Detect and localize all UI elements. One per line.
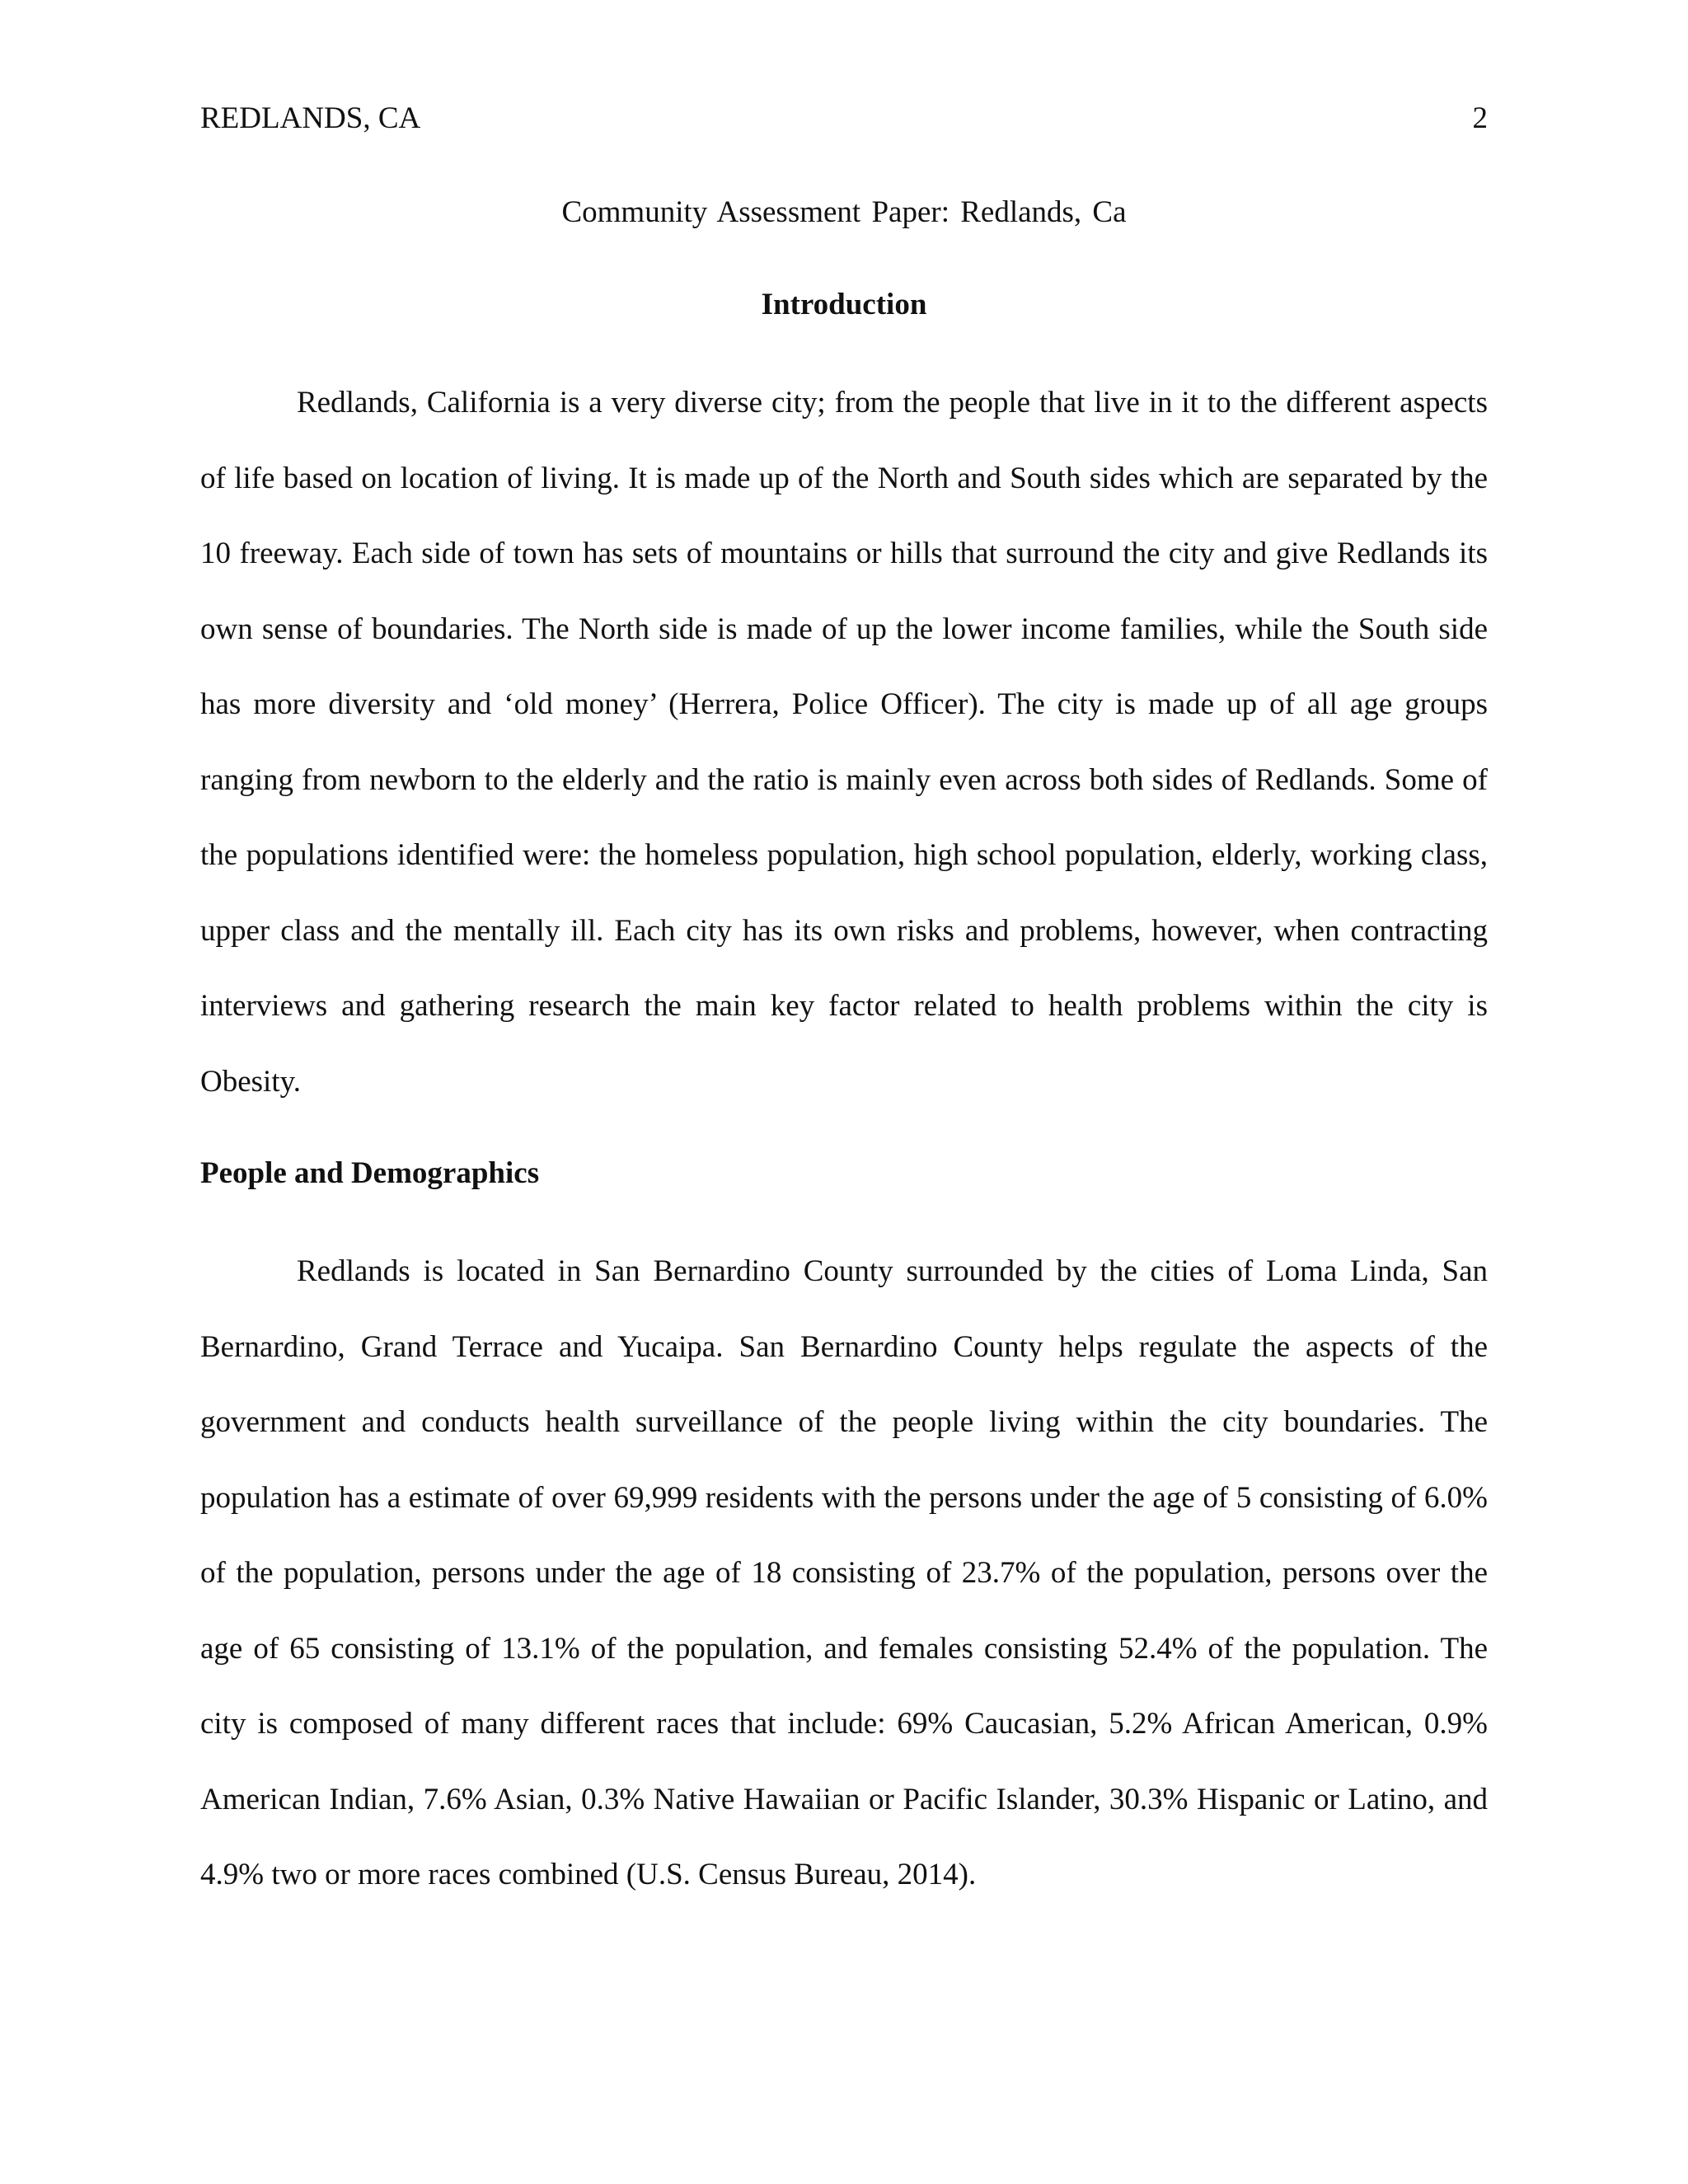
section-heading-people-demographics: People and Demographics xyxy=(200,1156,540,1190)
introduction-paragraph: Redlands, California is a very diverse city; from the people that live in it to the different aspects of life based on location of living. It is made up of the North and South sides which are separated by the 10 freeway. Each side of town has sets of mountains or hills that surround the city and give Redlands its own sense of boundaries. The North side is made of up the lower income families, while the South side has more diversity and ‘old money’ (Herrera, Police Officer). The city is made up of all age groups ranging from newborn to the elderly and the ratio is mainly even across both sides of Redlands. Some of the populations identified were: the homeless population, high school population, elderly, working class, upper class and the mentally ill. Each city has its own risks and problems, however, when contracting interviews and gathering research the main key factor related to health problems within the city is Obesity. xyxy=(200,386,1488,1099)
running-head: REDLANDS, CA xyxy=(200,101,421,135)
page-header xyxy=(200,97,1488,140)
paper-title: Community Assessment Paper: Redlands, Ca xyxy=(561,195,1127,229)
demographics-paragraph: Redlands is located in San Bernardino County surrounded by the cities of Loma Linda, San Bernardino, Grand Terrace and Yucaipa. San Bernardino County helps regulate the aspects of the government and conducts health surveillance of the people living within the city boundaries. The population has a estimate of over 69,999 residents with the persons under the age of 5 consisting of 6.0% of the population, persons under the age of 18 consisting of 23.7% of the population, persons over the age of 65 consisting of 13.1% of the population, and females consisting 52.4% of the population. The city is composed of many different races that include: 69% Caucasian, 5.2% African American, 0.9% American Indian, 7.6% Asian, 0.3% Native Hawaiian or Pacific Islander, 30.3% Hispanic or Latino, and 4.9% two or more races combined (U.S. Census Bureau, 2014). xyxy=(200,1254,1488,1891)
page-number: 2 xyxy=(1472,101,1488,135)
section-heading-introduction: Introduction xyxy=(761,288,927,321)
